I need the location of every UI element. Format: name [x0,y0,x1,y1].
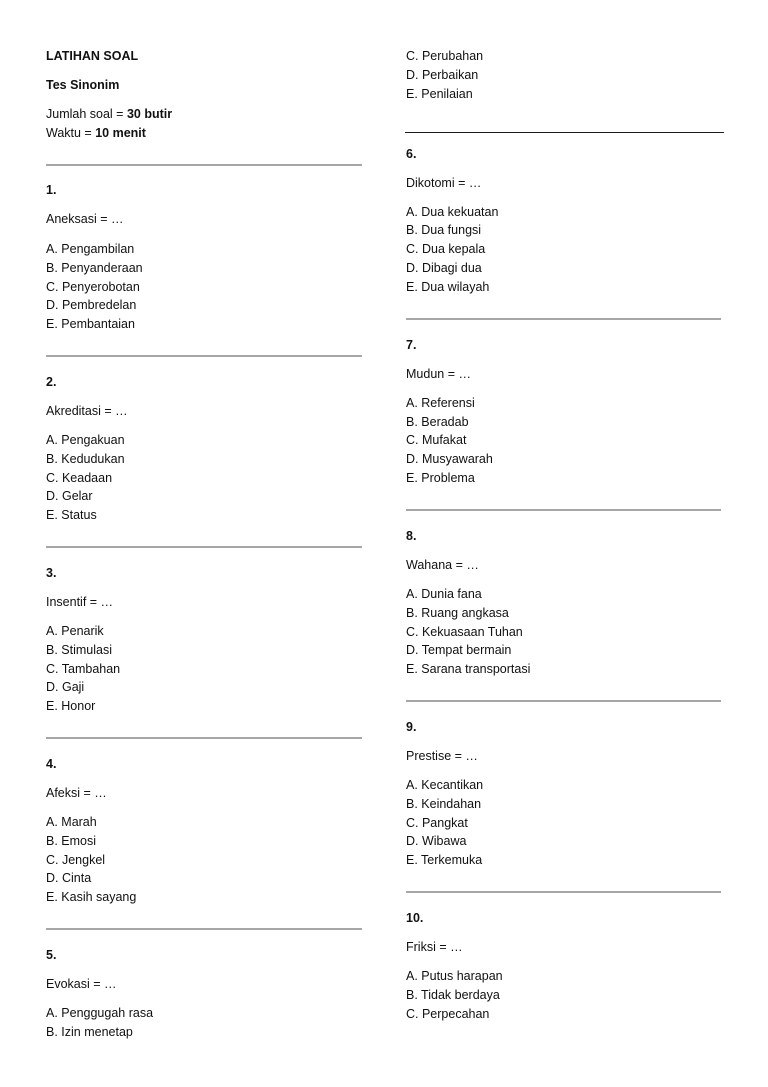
option-d: D. Pembredelan [46,298,137,312]
option-d: D. Musyawarah [406,452,493,466]
time-limit-value: 10 menit [95,126,146,140]
option-d: D. Gaji [46,680,85,694]
test-subtitle: Tes Sinonim [46,78,120,92]
time-limit-label: Waktu = [46,126,96,140]
separator [46,737,362,739]
question-count-label: Jumlah soal = [46,107,127,121]
option-b: B. Stimulasi [46,643,112,657]
question-prompt: Prestise = … [406,749,478,763]
option-c: C. Penyerobotan [46,280,140,294]
separator [46,164,362,166]
option-c: C. Keadaan [46,471,113,485]
option-c: C. Perpecahan [406,1007,490,1021]
question-number: 1. [46,183,57,197]
separator [406,509,721,511]
option-a: A. Dua kekuatan [406,205,499,219]
option-d: D. Wibawa [406,834,467,848]
option-c: C. Jengkel [46,853,106,867]
option-a: A. Pengakuan [46,433,125,447]
separator [406,891,721,893]
question-number: 8. [406,529,417,543]
option-e: E. Honor [46,699,96,713]
separator [46,928,362,930]
question-prompt: Akreditasi = … [46,404,128,418]
question-number: 5. [46,948,57,962]
question-prompt: Mudun = … [406,367,471,381]
option-a: A. Putus harapan [406,969,503,983]
option-b: B. Beradab [406,415,469,429]
option-e: E. Pembantaian [46,317,135,331]
separator [406,700,721,702]
option-e: E. Dua wilayah [406,280,490,294]
option-a: A. Penarik [46,624,104,638]
option-b: B. Kedudukan [46,452,125,466]
question-number: 3. [46,566,57,580]
option-c: C. Tambahan [46,662,121,676]
option-a: A. Kecantikan [406,778,484,792]
option-e: E. Kasih sayang [46,890,137,904]
separator [46,355,362,357]
question-number: 2. [46,375,57,389]
option-b: B. Tidak berdaya [406,988,500,1002]
question-prompt: Evokasi = … [46,977,117,991]
option-c: C. Dua kepala [406,242,486,256]
question-prompt: Afeksi = … [46,786,107,800]
option-a: A. Pengambilan [46,242,135,256]
option-c: C. Perubahan [406,49,484,63]
question-number: 7. [406,338,417,352]
question-count-value: 30 butir [126,107,173,121]
separator [46,546,362,548]
page-title: LATIHAN SOAL [46,49,139,63]
question-prompt: Friksi = … [406,940,463,954]
question-prompt: Dikotomi = … [406,176,482,190]
option-e: E. Problema [406,471,475,485]
option-a: A. Dunia fana [406,587,482,601]
option-b: B. Keindahan [406,797,482,811]
question-number: 4. [46,757,57,771]
separator [406,318,721,320]
option-a: A. Referensi [406,396,475,410]
question-number: 6. [406,147,417,161]
option-b: B. Izin menetap [46,1025,133,1039]
option-d: D. Perbaikan [406,68,479,82]
option-b: B. Dua fungsi [406,223,482,237]
option-c: C. Mufakat [406,433,467,447]
option-b: B. Ruang angkasa [406,606,509,620]
option-d: D. Dibagi dua [406,261,482,275]
question-prompt: Insentif = … [46,595,114,609]
question-number: 10. [406,911,424,925]
option-e: E. Penilaian [406,87,473,101]
option-b: B. Penyanderaan [46,261,143,275]
option-b: B. Emosi [46,834,97,848]
question-number: 9. [406,720,417,734]
option-e: E. Sarana transportasi [406,662,531,676]
question-prompt: Aneksasi = … [46,212,124,226]
question-prompt: Wahana = … [406,558,479,572]
time-limit [46,125,146,141]
option-d: D. Gelar [46,489,93,503]
option-d: D. Tempat bermain [406,643,512,657]
question-count [46,106,172,122]
option-a: A. Penggugah rasa [46,1006,154,1020]
option-e: E. Terkemuka [406,853,483,867]
option-c: C. Kekuasaan Tuhan [406,625,523,639]
option-a: A. Marah [46,815,97,829]
separator [405,132,724,133]
option-d: D. Cinta [46,871,92,885]
option-e: E. Status [46,508,97,522]
option-c: C. Pangkat [406,816,468,830]
